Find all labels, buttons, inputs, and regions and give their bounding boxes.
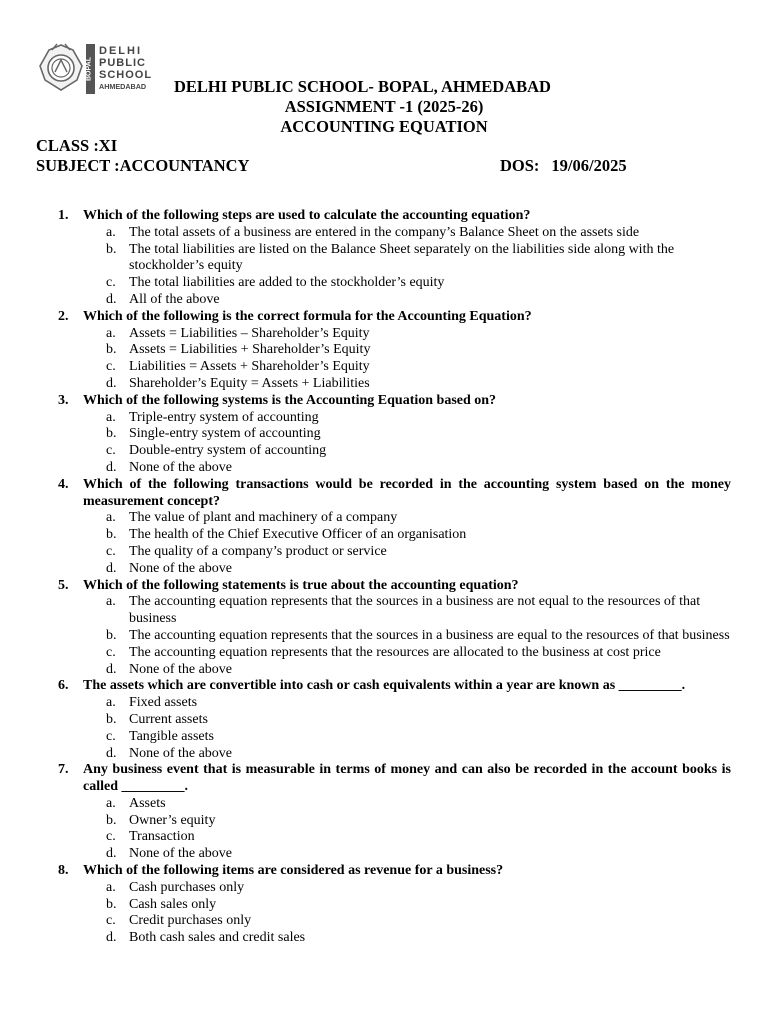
option-item	[0, 813, 768, 830]
option-letter: d.	[106, 459, 117, 475]
topic-heading: ACCOUNTING EQUATION	[280, 117, 488, 136]
option-item	[0, 376, 768, 393]
option-letter: c.	[106, 644, 116, 660]
option-letter: b.	[106, 342, 117, 358]
option-text: The total assets of a business are entered in the company’s Balance Sheet on the assets side	[129, 224, 640, 240]
option-text: Tangible assets	[129, 728, 214, 744]
question-text: Which of the following transactions would be recorded in the accounting system based on the money measurement concept?	[83, 476, 731, 509]
question-text: Which of the following steps are used to calculate the accounting equation?	[83, 208, 531, 223]
question-number: 4.	[58, 476, 69, 492]
question-item	[0, 578, 768, 679]
option-letter: c.	[106, 913, 116, 929]
option-text: Triple-entry system of accounting	[129, 409, 319, 425]
option-letter: b.	[106, 812, 117, 828]
option-text: Fixed assets	[129, 695, 198, 711]
option-item	[0, 628, 768, 645]
option-letter: a.	[106, 879, 116, 895]
option-text: The health of the Chief Executive Officer of an organisation	[129, 527, 467, 543]
option-item	[0, 913, 768, 930]
option-letter: c.	[106, 443, 116, 459]
option-text: Credit purchases only	[129, 913, 252, 929]
school-crest-icon	[37, 42, 163, 96]
option-letter: d.	[106, 661, 117, 677]
question-number: 5.	[58, 577, 69, 593]
option-item	[0, 829, 768, 846]
option-letter: d.	[106, 560, 117, 576]
option-item	[0, 342, 768, 359]
class-label: CLASS :XI	[36, 136, 118, 155]
option-letter: d.	[106, 745, 117, 761]
question-item	[0, 678, 768, 762]
option-item	[0, 527, 768, 544]
option-letter: a.	[106, 594, 116, 610]
subject-label: SUBJECT :ACCOUNTANCY	[36, 156, 250, 175]
option-text: Single-entry system of accounting	[129, 426, 321, 442]
option-letter: c.	[106, 728, 116, 744]
assignment-heading: ASSIGNMENT -1 (2025-26)	[284, 97, 484, 116]
option-letter: b.	[106, 527, 117, 543]
option-letter: d.	[106, 930, 117, 946]
option-text: Both cash sales and credit sales	[129, 930, 306, 946]
option-letter: b.	[106, 627, 117, 643]
logo-line-1: DELHI	[99, 45, 142, 57]
option-item	[0, 729, 768, 746]
option-text: None of the above	[129, 745, 233, 761]
option-text: Cash purchases only	[129, 879, 245, 895]
option-text: The accounting equation represents that the sources in a business are equal to the resources of that business	[129, 627, 730, 643]
question-item	[0, 477, 768, 578]
option-letter: d.	[106, 846, 117, 862]
option-letter: c.	[106, 829, 116, 845]
logo-line-3: SCHOOL	[99, 69, 153, 81]
option-text: None of the above	[129, 459, 233, 475]
option-text: Double-entry system of accounting	[129, 443, 327, 459]
logo-city: AHMEDABAD	[99, 82, 147, 91]
question-number: 1.	[58, 208, 69, 223]
option-item	[0, 930, 768, 947]
option-item	[0, 359, 768, 376]
question-text: Which of the following systems is the Accounting Equation based on?	[83, 392, 497, 408]
option-letter: a.	[106, 795, 116, 811]
option-text: None of the above	[129, 846, 233, 862]
option-item	[0, 225, 768, 242]
question-number: 7.	[58, 762, 69, 778]
option-item	[0, 695, 768, 712]
option-letter: a.	[106, 695, 116, 711]
option-text: Shareholder’s Equity = Assets + Liabilities	[129, 375, 370, 391]
option-letter: a.	[106, 409, 116, 425]
option-item	[0, 292, 768, 309]
option-text: The value of plant and machinery of a company	[129, 510, 398, 526]
option-item	[0, 662, 768, 679]
question-item	[0, 309, 768, 393]
option-text: The accounting equation represents that the resources are allocated to the business at cost price	[129, 644, 661, 660]
option-item	[0, 242, 768, 276]
option-letter: a.	[106, 510, 116, 526]
question-number: 8.	[58, 863, 69, 879]
option-text: The total liabilities are listed on the Balance Sheet separately on the liabilities side along with the stockholder’s equity	[129, 241, 675, 274]
option-letter: c.	[106, 359, 116, 375]
question-text: Which of the following statements is true about the accounting equation?	[83, 577, 519, 593]
option-text: All of the above	[129, 291, 220, 307]
question-text: Which of the following is the correct formula for the Accounting Equation?	[83, 308, 532, 324]
option-item	[0, 746, 768, 763]
option-text: The total liabilities are added to the stockholder’s equity	[129, 275, 445, 291]
option-item	[0, 460, 768, 477]
question-text: The assets which are convertible into cash or cash equivalents within a year are known as _________.	[83, 678, 686, 694]
option-item	[0, 846, 768, 863]
option-letter: a.	[106, 224, 116, 240]
option-text: Assets = Liabilities – Shareholder’s Equity	[129, 325, 370, 341]
option-item	[0, 510, 768, 527]
school-name-heading: DELHI PUBLIC SCHOOL- BOPAL, AHMEDABAD	[174, 77, 551, 96]
option-text: Assets = Liabilities + Shareholder’s Equity	[129, 342, 371, 358]
option-item	[0, 544, 768, 561]
option-item	[0, 443, 768, 460]
option-text: None of the above	[129, 560, 233, 576]
option-text: Assets	[129, 795, 166, 811]
option-item	[0, 880, 768, 897]
option-letter: c.	[106, 275, 116, 291]
question-item	[0, 208, 768, 309]
option-item	[0, 561, 768, 578]
option-text: Liabilities = Assets + Shareholder’s Equity	[129, 359, 370, 375]
date-of-submission	[500, 156, 627, 176]
option-letter: c.	[106, 543, 116, 559]
option-item	[0, 326, 768, 343]
option-text: Owner’s equity	[129, 812, 216, 828]
option-text: Current assets	[129, 711, 208, 727]
option-letter: d.	[106, 375, 117, 391]
question-item	[0, 393, 768, 477]
dos-label: DOS:	[500, 156, 540, 175]
logo-branch: BOPAL	[85, 57, 93, 81]
question-item	[0, 863, 768, 947]
option-item	[0, 426, 768, 443]
option-item	[0, 275, 768, 292]
option-letter: d.	[106, 291, 117, 307]
option-text: Cash sales only	[129, 896, 217, 912]
option-text: The quality of a company’s product or service	[129, 543, 387, 559]
option-letter: a.	[106, 325, 116, 341]
option-letter: b.	[106, 896, 117, 912]
question-number: 2.	[58, 308, 69, 324]
option-text: The accounting equation represents that the sources in a business are not equal to the resources of that business	[129, 594, 701, 627]
option-item	[0, 897, 768, 914]
option-item	[0, 796, 768, 813]
question-number: 6.	[58, 678, 69, 694]
option-letter: b.	[106, 426, 117, 442]
question-text: Any business event that is measurable in terms of money and can also be recorded in the account books is called _________.	[83, 762, 731, 795]
option-item	[0, 712, 768, 729]
option-letter: b.	[106, 711, 117, 727]
question-text: Which of the following items are considered as revenue for a business?	[83, 863, 504, 879]
option-letter: b.	[106, 241, 117, 257]
question-item	[0, 762, 768, 863]
option-text: Transaction	[129, 829, 195, 845]
logo-line-2: PUBLIC	[99, 57, 146, 69]
school-logo	[37, 42, 163, 96]
option-item	[0, 645, 768, 662]
option-item	[0, 594, 768, 628]
option-item	[0, 410, 768, 427]
option-text: None of the above	[129, 661, 233, 677]
question-list	[0, 208, 768, 947]
dos-value: 19/06/2025	[551, 156, 627, 175]
question-number: 3.	[58, 392, 69, 408]
